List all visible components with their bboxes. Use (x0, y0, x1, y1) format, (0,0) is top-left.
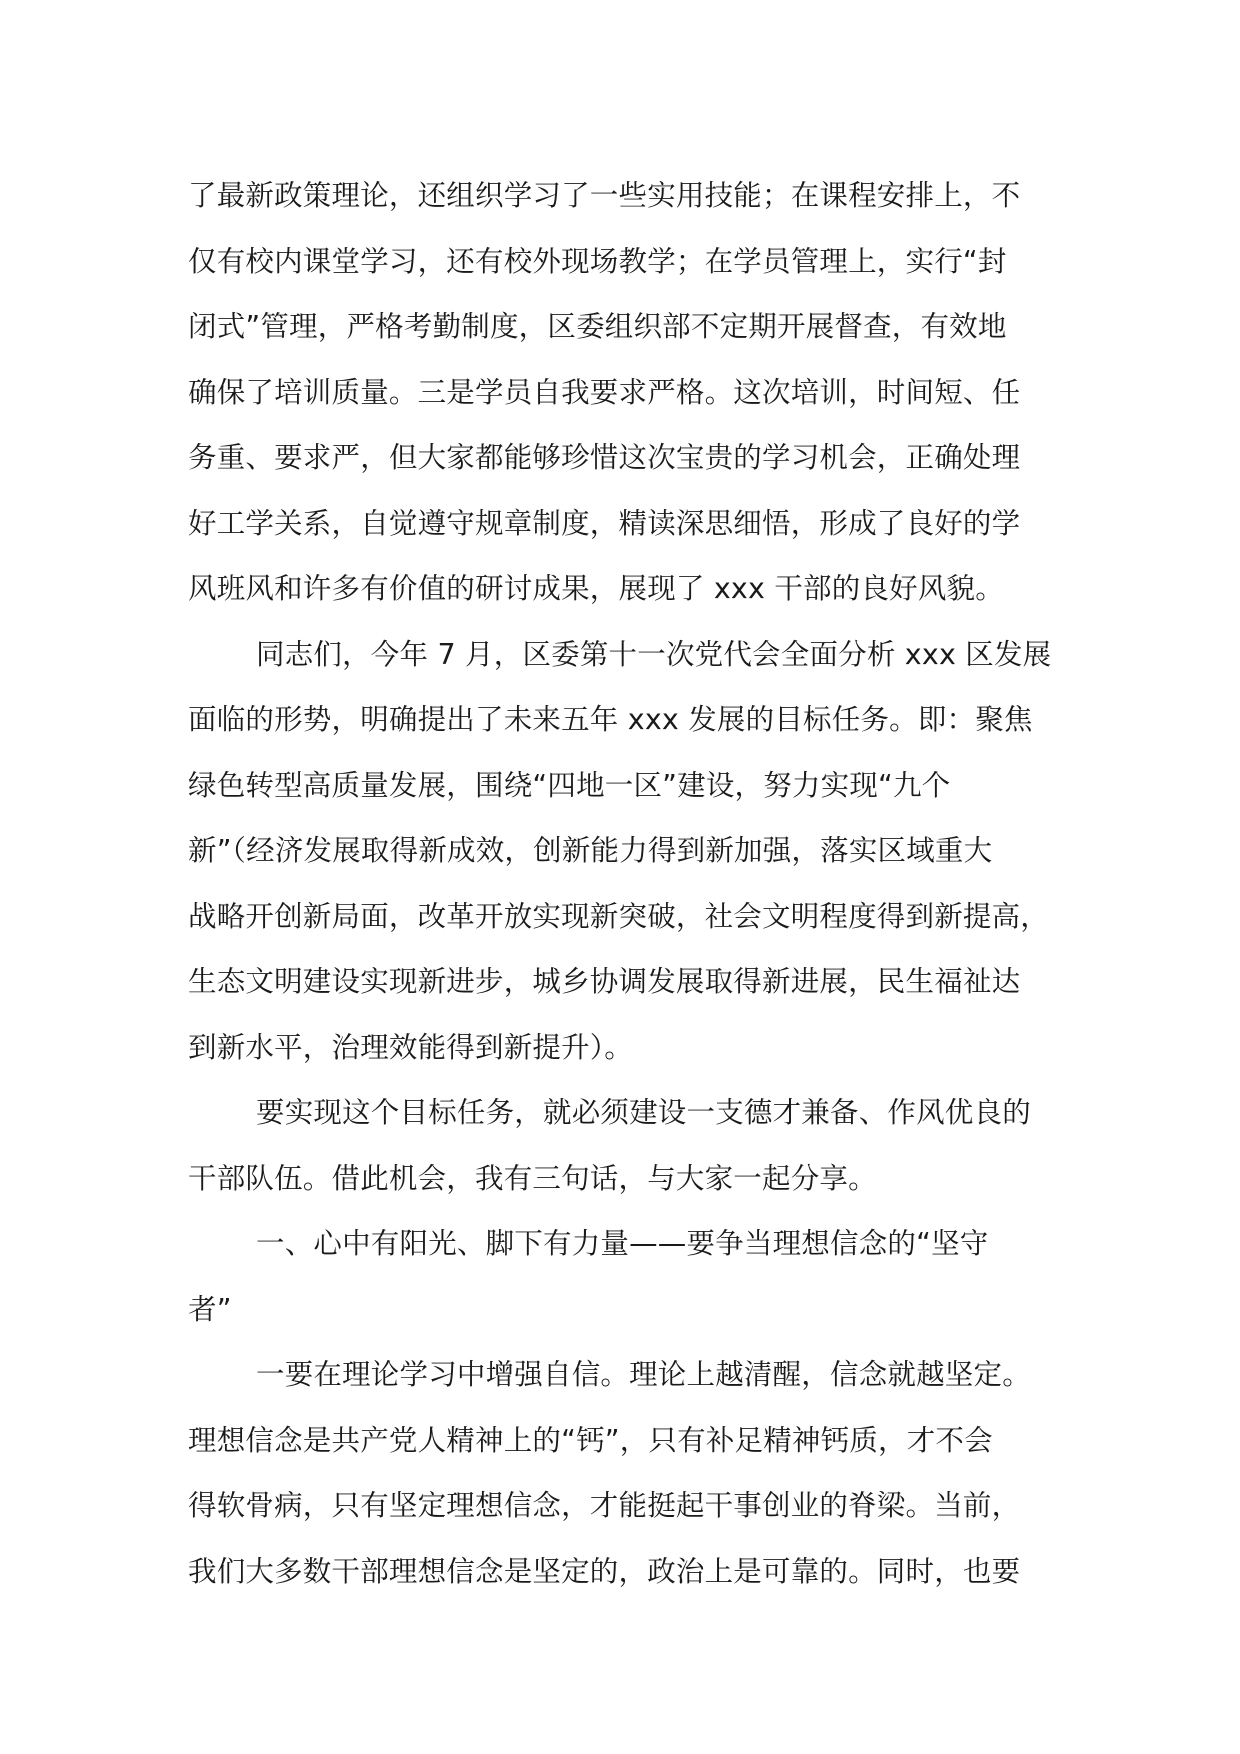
text-line: 闭式”管理，严格考勤制度，区委组织部不定期开展督查，有效地 (188, 310, 1007, 343)
text-line: 仅有校内课堂学习，还有校外现场教学；在学员管理上，实行“封 (188, 244, 1007, 278)
text-line: 务重、要求严，但大家都能够珍惜这次宝贵的学习机会，正确处理 (188, 441, 1021, 474)
text-line: 到新水平，治理效能得到新提升）。 (188, 1030, 633, 1064)
text-line: 战略开创新局面，改革开放实现新突破，社会文明程度得到新提高， (188, 899, 1050, 933)
text-line: 绿色转型高质量发展，围绕“四地一区”建设，努力实现“九个 (188, 768, 951, 802)
text-line: 生态文明建设实现新进步，城乡协调发展取得新进展，民生福祉达 (188, 965, 1021, 998)
text-line: 风班风和许多有价值的研讨成果，展现了 xxx 干部的良好风貌。 (188, 572, 1004, 605)
text-line: 了最新政策理论，还组织学习了一些实用技能；在课程安排上，不 (188, 179, 1021, 212)
text-line: 我们大多数干部理想信念是坚定的，政治上是可靠的。同时，也要 (188, 1554, 1021, 1588)
text-line: 好工学关系，自觉遵守规章制度，精读深思细悟，形成了良好的学 (188, 506, 1021, 540)
paragraph-first-line: 要实现这个目标任务，就必须建设一支德才兼备、作风优良的 (256, 1096, 1031, 1129)
body-text (188, 163, 1068, 1604)
text-line: 确保了培训质量。三是学员自我要求严格。这次培训，时间短、任 (188, 375, 1021, 409)
text-line: 理想信念是共产党人精神上的“钙”，只有补足精神钙质，才不会 (188, 1423, 993, 1457)
text-line: 干部队伍。借此机会，我有三句话，与大家一起分享。 (188, 1161, 877, 1195)
section-heading-line: 一、心中有阳光、脚下有力量——要争当理想信念的“坚守 (256, 1227, 989, 1260)
text-line: 新”（经济发展取得新成效，创新能力得到新加强，落实区域重大 (188, 834, 993, 867)
text-line: 面临的形势，明确提出了未来五年 xxx 发展的目标任务。即：聚焦 (188, 703, 1033, 736)
text-line: 得软骨病，只有坚定理想信念，才能挺起干事创业的脊梁。当前， (188, 1489, 1021, 1522)
paragraph-first-line: 一要在理论学习中增强自信。理论上越清醒，信念就越坚定。 (256, 1358, 1031, 1391)
section-heading-line: 者” (188, 1292, 232, 1326)
paragraph-first-line: 同志们，今年 7 月，区委第十一次党代会全面分析 xxx 区发展 (256, 637, 1052, 671)
